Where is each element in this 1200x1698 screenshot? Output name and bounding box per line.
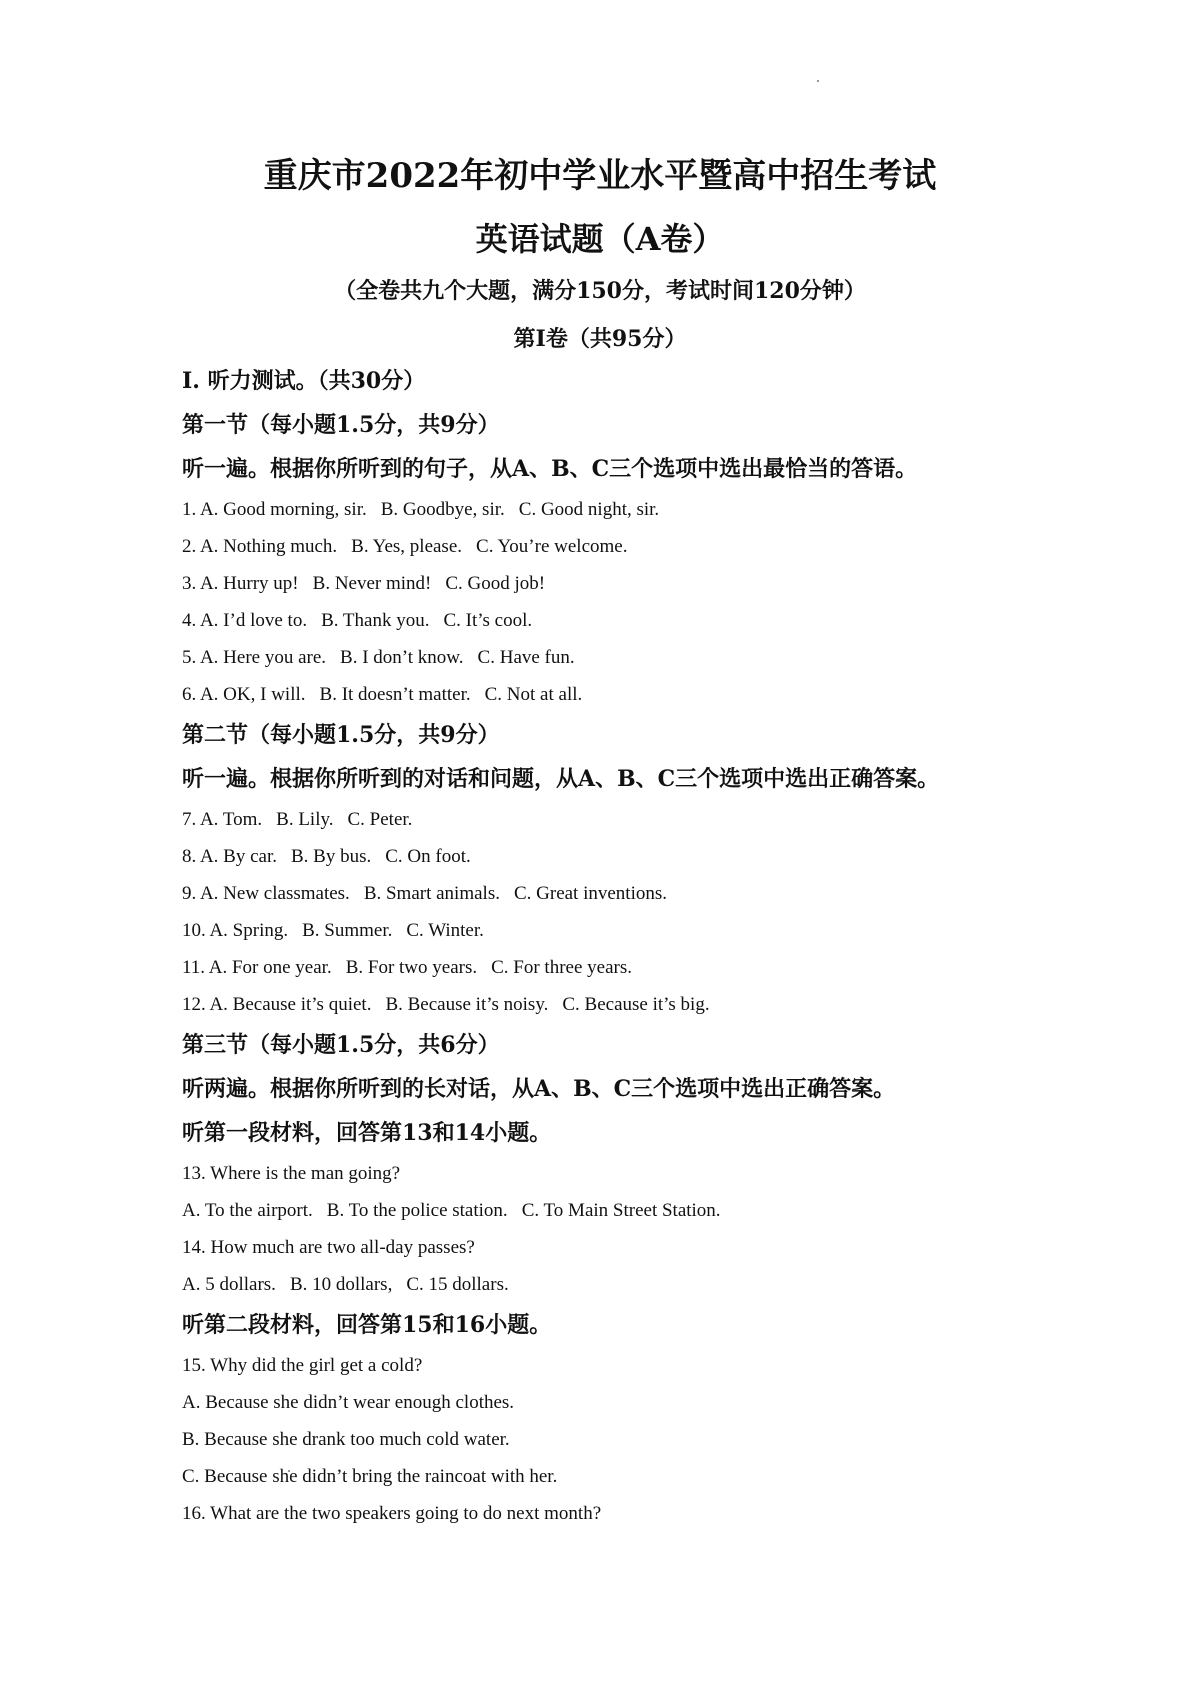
question-item: 6. A. OK, I will. B. It doesn’t matter. C. Not at all. <box>182 684 583 705</box>
volume-heading: 第Ⅰ卷（共95分） <box>513 326 687 352</box>
question-item: 4. A. I’d love to. B. Thank you. C. It’s cool. <box>182 610 533 631</box>
question-item: 9. A. New classmates. B. Smart animals. C. Great inventions. <box>182 883 667 904</box>
question-options: A. 5 dollars. B. 10 dollars, C. 15 dollars. <box>182 1274 509 1295</box>
question-item: 8. A. By car. B. By bus. C. On foot. <box>182 846 471 867</box>
material-heading: 听第一段材料，回答第13和14小题。 <box>182 1120 552 1146</box>
exam-title: 重庆市2022年初中学业水平暨高中招生考试 <box>263 156 937 196</box>
material-heading: 听第二段材料，回答第15和16小题。 <box>182 1312 552 1338</box>
question-item: 11. A. For one year. B. For two years. C. For three years. <box>182 957 632 978</box>
section-instruction: 听两遍。根据你所听到的长对话，从A、B、C三个选项中选出正确答案。 <box>182 1076 896 1102</box>
question-item: 1. A. Good morning, sir. B. Goodbye, sir. C. Good night, sir. <box>182 499 660 520</box>
exam-subtitle: 英语试题（A卷） <box>475 220 725 258</box>
question-options: A. To the airport. B. To the police station. C. To Main Street Station. <box>182 1200 721 1221</box>
question-option: A. Because she didn’t wear enough clothes. <box>182 1392 515 1413</box>
section-instruction: 听一遍。根据你所听到的句子，从A、B、C三个选项中选出最恰当的答语。 <box>182 456 918 482</box>
question-item: 2. A. Nothing much. B. Yes, please. C. You’re welcome. <box>182 536 628 557</box>
question-item: 7. A. Tom. B. Lily. C. Peter. <box>182 809 413 830</box>
question-text: 13. Where is the man going? <box>182 1163 401 1184</box>
question-item: 5. A. Here you are. B. I don’t know. C. Have fun. <box>182 647 575 668</box>
part-heading: Ⅰ. 听力测试。（共30分） <box>182 368 426 394</box>
section-heading: 第二节（每小题1.5分，共9分） <box>182 722 500 748</box>
exam-body <box>182 365 1142 1538</box>
section-heading: 第一节（每小题1.5分，共9分） <box>182 412 500 438</box>
question-text: 15. Why did the girl get a cold? <box>182 1355 423 1376</box>
question-item: 3. A. Hurry up! B. Never mind! C. Good job! <box>182 573 546 594</box>
section-instruction: 听一遍。根据你所听到的对话和问题，从A、B、C三个选项中选出正确答案。 <box>182 766 940 792</box>
question-option: C. Because she didn’t bring the raincoat with her. <box>182 1466 558 1487</box>
exam-note: （全卷共九个大题，满分150分，考试时间120分钟） <box>334 278 866 304</box>
question-item: 12. A. Because it’s quiet. B. Because it’s noisy. C. Because it’s big. <box>182 994 710 1015</box>
section-heading: 第三节（每小题1.5分，共6分） <box>182 1032 500 1058</box>
question-text: 16. What are the two speakers going to do next month? <box>182 1503 602 1524</box>
question-text: 14. How much are two all-day passes? <box>182 1237 475 1258</box>
question-option: B. Because she drank too much cold water. <box>182 1429 510 1450</box>
question-item: 10. A. Spring. B. Summer. C. Winter. <box>182 920 484 941</box>
scan-speck <box>817 80 819 82</box>
